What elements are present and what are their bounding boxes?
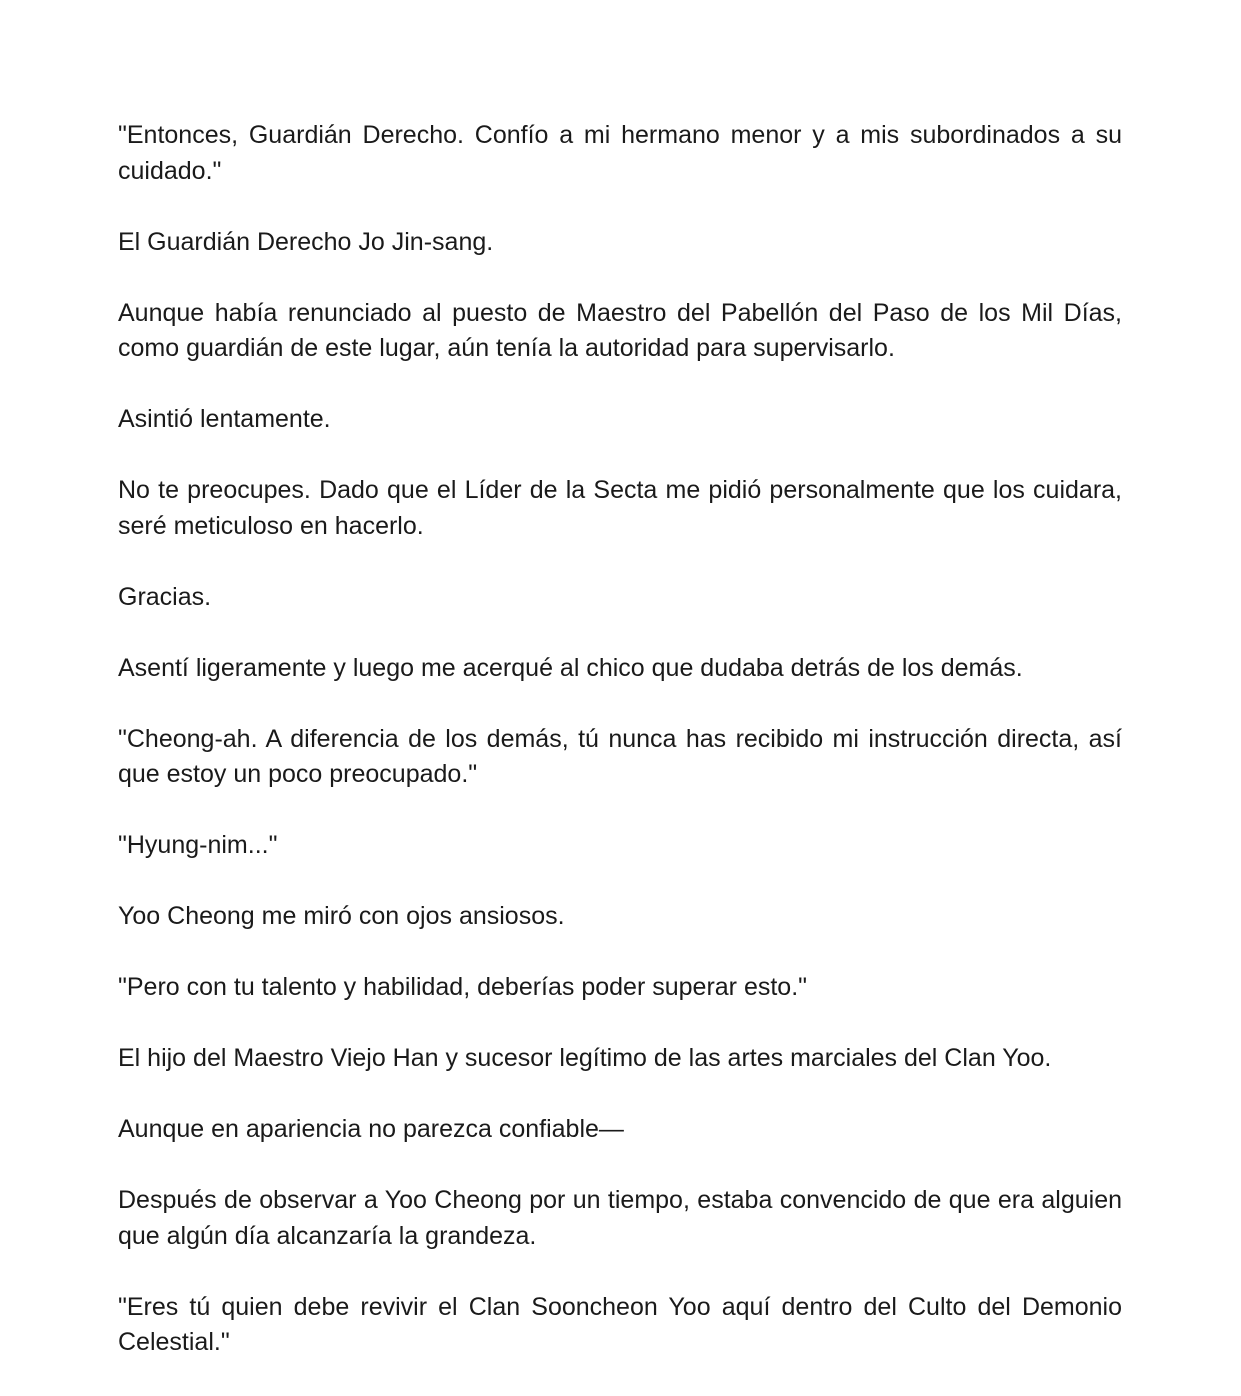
paragraph: "Pero con tu talento y habilidad, deberías poder superar esto." <box>118 973 808 1001</box>
paragraph: No te preocupes. Dado que el Líder de la Secta me pidió personalmente que los cuidara, seré meticuloso en hacerlo. <box>118 476 1122 540</box>
paragraph: El Guardián Derecho Jo Jin-sang. <box>118 227 494 256</box>
paragraph: El hijo del Maestro Viejo Han y sucesor legítimo de las artes marciales del Clan Yoo. <box>118 1044 1052 1072</box>
paragraph: "Hyung-nim..." <box>118 831 278 859</box>
paragraph: "Cheong-ah. A diferencia de los demás, tú nunca has recibido mi instrucción directa, así que estoy un poco preocupado." <box>118 724 1122 788</box>
paragraph: Asintió lentamente. <box>118 405 331 433</box>
paragraph: Asentí ligeramente y luego me acerqué al chico que dudaba detrás de los demás. <box>118 653 1023 682</box>
document-body <box>118 118 1122 1396</box>
paragraph: Yoo Cheong me miró con ojos ansiosos. <box>118 902 565 930</box>
paragraph: Aunque en apariencia no parezca confiable— <box>118 1115 624 1143</box>
paragraph: "Entonces, Guardián Derecho. Confío a mi hermano menor y a mis subordinados a su cuidado." <box>118 121 1122 185</box>
paragraph: Aunque había renunciado al puesto de Maestro del Pabellón del Paso de los Mil Días, como guardián de este lugar, aún tenía la autoridad para supervisarlo. <box>118 298 1122 362</box>
paragraph: Después de observar a Yoo Cheong por un tiempo, estaba convencido de que era alguien que algún día alcanzaría la grandeza. <box>118 1186 1122 1250</box>
paragraph: Gracias. <box>118 582 212 611</box>
paragraph: "Eres tú quien debe revivir el Clan Sooncheon Yoo aquí dentro del Culto del Demonio Celestial." <box>118 1292 1122 1356</box>
